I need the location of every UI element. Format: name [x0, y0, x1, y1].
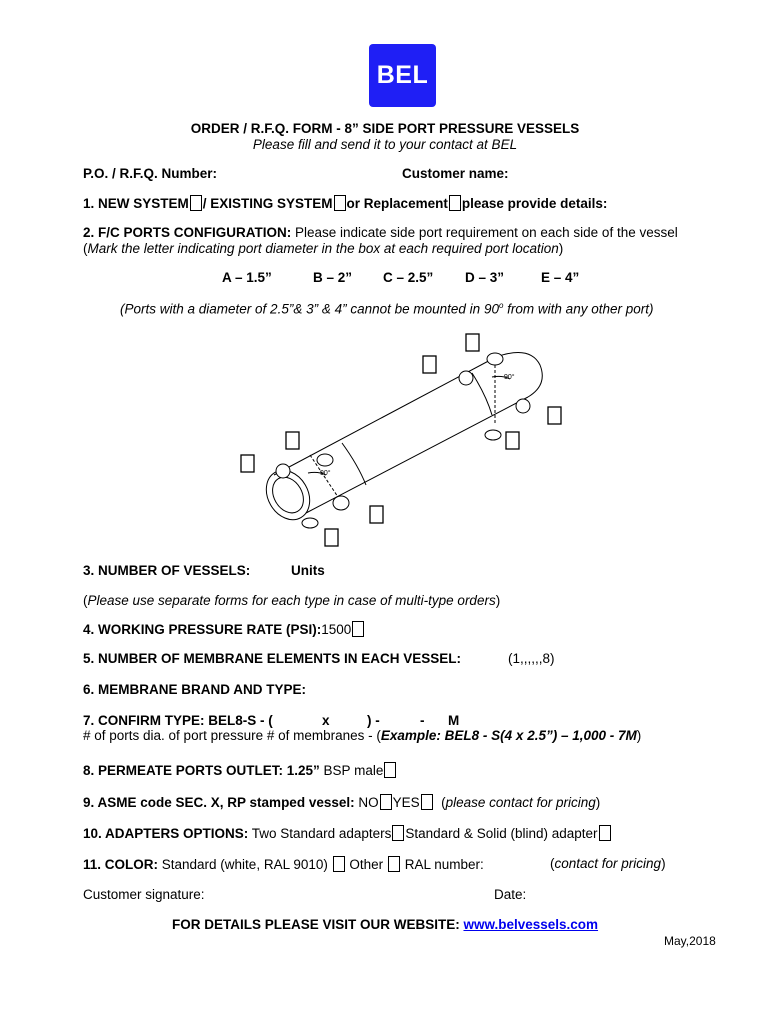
section-5-range: (1,,,,,,8): [508, 651, 555, 666]
section-7-legend-text: # of ports dia. of port pressure # of membranes - (: [83, 728, 381, 743]
ral-number-label: RAL number:: [404, 857, 484, 872]
port-option-c: C – 2.5”: [383, 270, 434, 285]
port-bottom-right: [485, 430, 501, 440]
port-box-left-right[interactable]: [423, 356, 436, 373]
details-label: please provide details:: [461, 196, 608, 211]
section-7-legend: [83, 728, 641, 743]
color-other-checkbox[interactable]: [388, 856, 400, 872]
section-9: 9. ASME code SEC. X, RP stamped vessel: NO YES (please contact for pricing): [83, 795, 601, 810]
section-11-label: 11. COLOR:: [83, 857, 159, 872]
port-box-top-left[interactable]: [286, 432, 299, 449]
vessel-diagram: [230, 325, 580, 555]
existing-system-checkbox[interactable]: [334, 195, 346, 211]
port-option-d: D – 3”: [465, 270, 505, 285]
port-box-left-end[interactable]: [241, 455, 254, 472]
port-box-top-right[interactable]: [466, 334, 479, 351]
section-3-units: Units: [291, 563, 325, 578]
asme-no-checkbox[interactable]: [380, 794, 392, 810]
section-3-label: 3. NUMBER OF VESSELS:: [83, 563, 251, 578]
vessel-band-right: [472, 373, 492, 415]
port-option-b: B – 2”: [313, 270, 353, 285]
ports-note: (Ports with a diameter of 2.5”& 3” & 4” cannot be mounted in 90$^o$ from with any other port): [120, 301, 654, 317]
color-standard-checkbox[interactable]: [333, 856, 345, 872]
form-date: May,2018: [664, 934, 716, 948]
asme-pricing-note: please contact for pricing: [445, 795, 596, 810]
asme-yes-label: YES: [392, 795, 420, 810]
port-lower-left: [302, 518, 318, 528]
section-1-system: [83, 195, 607, 211]
po-number-label: P.O. / R.F.Q. Number:: [83, 166, 218, 181]
replacement-label: or Replacement: [346, 196, 448, 211]
ports-note-end: from with any other port: [503, 301, 649, 317]
section-4: [83, 621, 365, 637]
separate-forms-note: (Please use separate forms for each type in case of multi-type orders): [83, 593, 501, 608]
existing-system-label: / EXISTING SYSTEM: [202, 196, 333, 211]
section-8: [83, 762, 397, 778]
adapter-option-1-checkbox[interactable]: [392, 825, 404, 841]
section-5-label: 5. NUMBER OF MEMBRANE ELEMENTS IN EACH VESSEL:: [83, 651, 462, 666]
vessel-bottom-edge: [306, 397, 528, 513]
section-2-instruction: (Mark the letter indicating port diameter in the box at each required port location): [83, 241, 564, 256]
vessel-band-left: [342, 443, 366, 485]
ports-note-sup: o: [498, 301, 504, 310]
website-link[interactable]: www.belvessels.com: [463, 917, 599, 932]
port-left-right: [459, 371, 473, 385]
replacement-checkbox[interactable]: [449, 195, 461, 211]
separate-forms-note-text: Please use separate forms for each type in case of multi-type orders: [87, 593, 496, 608]
section-7-dash: -: [420, 713, 425, 728]
section-8-label: 8. PERMEATE PORTS OUTLET: 1.25”: [83, 763, 320, 778]
new-system-checkbox[interactable]: [190, 195, 202, 211]
adapter-option-2-label: Standard & Solid (blind) adapter: [405, 826, 598, 841]
form-title: ORDER / R.F.Q. FORM - 8” SIDE PORT PRESSURE VESSELS: [190, 121, 580, 136]
port-box-lower-left[interactable]: [325, 529, 338, 546]
port-box-right-side[interactable]: [548, 407, 561, 424]
footer-text: FOR DETAILS PLEASE VISIT OUR WEBSITE:: [171, 917, 464, 932]
section-7-label: 7. CONFIRM TYPE: BEL8-S - (: [83, 713, 273, 728]
asme-yes-checkbox[interactable]: [421, 794, 433, 810]
port-right-side: [516, 399, 530, 413]
right-angle-label: 90°: [504, 374, 515, 381]
section-7-legend-end: ): [636, 728, 642, 743]
port-option-e: E – 4”: [541, 270, 580, 285]
footer: [0, 917, 770, 932]
asme-no-label: NO: [354, 795, 379, 810]
pressure-value: 1500: [321, 622, 352, 637]
customer-signature-label: Customer signature:: [83, 887, 205, 902]
section-11: [83, 856, 484, 872]
section-2-text: Please indicate side port requirement on each side of the vessel: [291, 225, 678, 240]
section-2-heading: 2. F/C PORTS CONFIGURATION:: [83, 225, 292, 240]
color-pricing-note: (contact for pricing): [550, 856, 666, 871]
port-option-a: A – 1.5”: [222, 270, 272, 285]
port-top-left: [317, 454, 333, 466]
port-top-right: [487, 353, 503, 365]
adapter-option-2-checkbox[interactable]: [599, 825, 611, 841]
bel-logo: BEL: [369, 44, 436, 107]
section-10-label: 10. ADAPTERS OPTIONS:: [83, 826, 249, 841]
date-label: Date:: [494, 887, 527, 902]
section-7-m: M: [448, 713, 460, 728]
section-8-text: BSP male: [319, 763, 384, 778]
section-7-example: Example: BEL8 - S(4 x 2.5”) – 1,000 - 7M: [380, 728, 637, 743]
section-7-x: x: [322, 713, 330, 728]
customer-name-label: Customer name:: [402, 166, 509, 181]
pressure-checkbox[interactable]: [352, 621, 364, 637]
section-6-label: 6. MEMBRANE BRAND AND TYPE:: [83, 682, 307, 697]
form-subtitle: Please fill and send it to your contact at BEL: [252, 137, 518, 152]
section-2-instruction-text: Mark the letter indicating port diameter in the box at each required port location: [87, 241, 559, 256]
port-left-end: [276, 464, 290, 478]
section-4-label: 4. WORKING PRESSURE RATE (PSI):: [83, 622, 322, 637]
section-10: [83, 825, 612, 841]
permeate-checkbox[interactable]: [384, 762, 396, 778]
port-bottom-left: [333, 496, 349, 510]
vessel-left-opening: [266, 472, 309, 519]
color-standard-label: Standard (white, RAL 9010): [158, 857, 328, 872]
left-angle-label: 90°: [320, 470, 331, 477]
new-system-label: 1. NEW SYSTEM: [83, 196, 189, 211]
ports-note-text: Ports with a diameter of 2.5”& 3” & 4” cannot be mounted in 90: [124, 301, 499, 317]
section-9-label: 9. ASME code SEC. X, RP stamped vessel:: [83, 795, 355, 810]
adapter-option-1-label: Two Standard adapters: [248, 826, 392, 841]
color-other-label: Other: [349, 857, 384, 872]
section-2-ports: [83, 225, 678, 240]
color-pricing-note-text: contact for pricing: [554, 856, 662, 871]
port-box-bottom-right[interactable]: [506, 432, 519, 449]
port-box-bottom-left[interactable]: [370, 506, 383, 523]
section-7-close: ) -: [367, 713, 380, 728]
